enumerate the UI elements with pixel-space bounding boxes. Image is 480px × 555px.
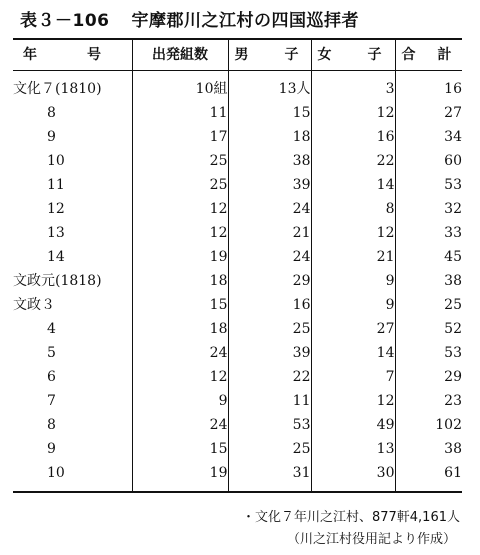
cell-total: 45: [395, 245, 462, 269]
table-row: [13, 389, 462, 413]
cell-total: 29: [395, 365, 462, 389]
table-row: [13, 221, 462, 245]
cell-departures: 15: [132, 293, 228, 317]
table-row: [13, 293, 462, 317]
header-row: [13, 39, 462, 71]
cell-year: 7: [47, 393, 56, 409]
cell-total: 102: [395, 413, 462, 437]
cell-female: 49: [311, 413, 395, 437]
header-female: 女 子: [311, 39, 395, 71]
cell-female: 22: [311, 149, 395, 173]
cell-year: 9: [47, 441, 56, 457]
cell-male: 38: [228, 149, 311, 173]
cell-total: 61: [395, 461, 462, 492]
cell-departures: 9: [132, 389, 228, 413]
cell-male: 15: [228, 101, 311, 125]
cell-year: 4: [47, 321, 56, 337]
cell-female: 21: [311, 245, 395, 269]
cell-male: 24: [228, 245, 311, 269]
cell-male: 31: [228, 461, 311, 492]
cell-female: 9: [311, 269, 395, 293]
table-row: [13, 101, 462, 125]
table-row: [13, 413, 462, 437]
cell-female: 12: [311, 389, 395, 413]
cell-year: 12: [47, 201, 65, 217]
cell-female: 14: [311, 173, 395, 197]
table-row: [13, 197, 462, 221]
cell-year: 文政元(1818): [13, 273, 102, 289]
cell-female: 7: [311, 365, 395, 389]
cell-female: 8: [311, 197, 395, 221]
cell-male: 39: [228, 341, 311, 365]
table-row: [13, 245, 462, 269]
table-row: [13, 461, 462, 492]
table-row: [13, 365, 462, 389]
cell-year: 13: [47, 225, 65, 241]
cell-departures: 15: [132, 437, 228, 461]
cell-female: 14: [311, 341, 395, 365]
cell-year: 10: [47, 465, 65, 481]
population-note: ・文化７年川之江村、877軒4,161人: [241, 510, 460, 525]
cell-year: 8: [47, 417, 56, 433]
cell-total: 53: [395, 341, 462, 365]
cell-year: 5: [47, 345, 56, 361]
cell-departures: 25: [132, 173, 228, 197]
table-row: [13, 437, 462, 461]
header-year: 年 号: [13, 39, 132, 71]
cell-departures: 24: [132, 341, 228, 365]
cell-year: 6: [47, 369, 56, 385]
table-name: 宇摩郡川之江村の四国巡拝者: [131, 11, 359, 31]
cell-female: 16: [311, 125, 395, 149]
cell-departures: 18: [132, 269, 228, 293]
cell-female: 27: [311, 317, 395, 341]
cell-female: 3: [311, 71, 395, 102]
cell-year: 14: [47, 249, 65, 265]
cell-female: 12: [311, 101, 395, 125]
cell-male: 21: [228, 221, 311, 245]
cell-year: 文化７(1810): [13, 81, 102, 97]
table-row: [13, 317, 462, 341]
cell-departures: 24: [132, 413, 228, 437]
header-total: 合 計: [395, 39, 462, 71]
cell-male: 53: [228, 413, 311, 437]
table-row: [13, 173, 462, 197]
cell-male: 22: [228, 365, 311, 389]
source-note: （川之江村役用記より作成）: [286, 532, 456, 547]
cell-female: 12: [311, 221, 395, 245]
cell-departures: 10組: [132, 71, 228, 102]
cell-departures: 19: [132, 245, 228, 269]
cell-departures: 12: [132, 221, 228, 245]
cell-year: 11: [47, 177, 65, 193]
cell-male: 25: [228, 437, 311, 461]
cell-total: 16: [395, 71, 462, 102]
cell-departures: 19: [132, 461, 228, 492]
header-departures: 出発組数: [132, 39, 228, 71]
cell-year: 8: [47, 105, 56, 121]
cell-departures: 12: [132, 365, 228, 389]
cell-total: 27: [395, 101, 462, 125]
cell-total: 60: [395, 149, 462, 173]
cell-male: 24: [228, 197, 311, 221]
table-body: [13, 71, 462, 493]
pilgrims-table: [13, 38, 462, 493]
cell-male: 16: [228, 293, 311, 317]
cell-total: 33: [395, 221, 462, 245]
cell-female: 30: [311, 461, 395, 492]
cell-departures: 18: [132, 317, 228, 341]
table-row: [13, 341, 462, 365]
cell-male: 39: [228, 173, 311, 197]
table-title: [20, 6, 359, 32]
cell-year: 文政３: [13, 297, 55, 313]
cell-male: 13人: [228, 71, 311, 102]
cell-total: 32: [395, 197, 462, 221]
header-male: 男 子: [228, 39, 311, 71]
cell-total: 52: [395, 317, 462, 341]
table-row: [13, 125, 462, 149]
cell-departures: 11: [132, 101, 228, 125]
cell-departures: 17: [132, 125, 228, 149]
cell-year: 10: [47, 153, 65, 169]
cell-female: 9: [311, 293, 395, 317]
cell-total: 34: [395, 125, 462, 149]
cell-female: 13: [311, 437, 395, 461]
cell-year: 9: [47, 129, 56, 145]
table-row: [13, 149, 462, 173]
cell-male: 25: [228, 317, 311, 341]
cell-total: 53: [395, 173, 462, 197]
cell-male: 11: [228, 389, 311, 413]
cell-total: 23: [395, 389, 462, 413]
table-row: [13, 71, 462, 102]
table-row: [13, 269, 462, 293]
table-number: 表３－106: [20, 11, 110, 31]
cell-total: 38: [395, 437, 462, 461]
cell-male: 18: [228, 125, 311, 149]
cell-departures: 25: [132, 149, 228, 173]
cell-total: 38: [395, 269, 462, 293]
cell-male: 29: [228, 269, 311, 293]
cell-departures: 12: [132, 197, 228, 221]
cell-total: 25: [395, 293, 462, 317]
